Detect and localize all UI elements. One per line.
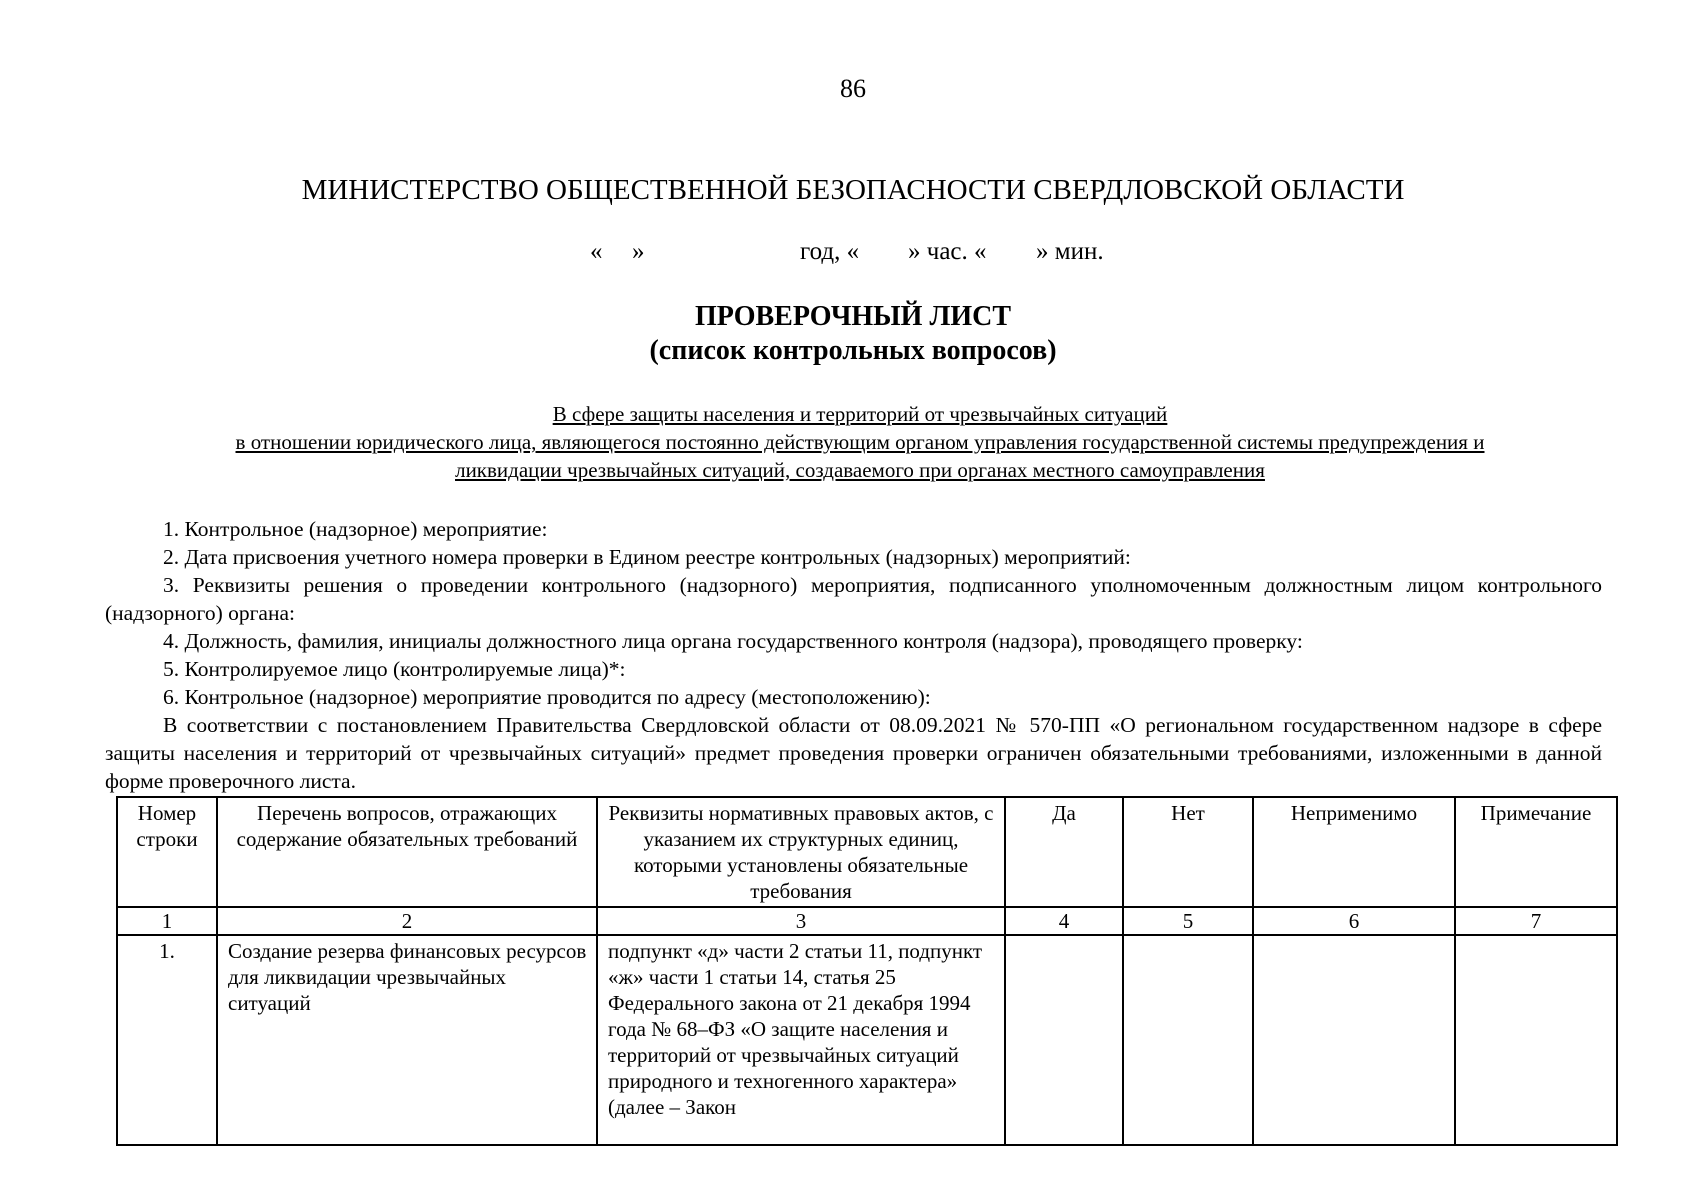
column-number: 3 xyxy=(597,907,1005,935)
column-number: 4 xyxy=(1005,907,1123,935)
table-row xyxy=(117,935,1617,1145)
page-number: 86 xyxy=(840,74,866,103)
column-number: 6 xyxy=(1253,907,1455,935)
row-not-applicable-cell[interactable] xyxy=(1253,935,1455,1145)
checklist-item: 1. Контрольное (надзорное) мероприятие: xyxy=(163,517,548,541)
row-no-cell[interactable] xyxy=(1123,935,1253,1145)
checklist-item: 6. Контрольное (надзорное) мероприятие проводится по адресу (местоположению): xyxy=(163,685,931,709)
header-no: Нет xyxy=(1123,797,1253,907)
scope-line: В сфере защиты населения и территорий от чрезвычайных ситуаций xyxy=(552,402,1168,426)
column-number: 2 xyxy=(217,907,597,935)
row-question: Создание резерва финансовых ресурсов для ликвидации чрезвычайных ситуаций xyxy=(217,935,597,1145)
header-questions: Перечень вопросов, отражающих содержание обязательных требований xyxy=(217,797,597,907)
checklist-table-body xyxy=(116,906,1618,1146)
dateline-year: год, « xyxy=(800,238,860,265)
dateline-day-close: » xyxy=(632,238,645,265)
column-number: 5 xyxy=(1123,907,1253,935)
scope-line: ликвидации чрезвычайных ситуаций, создаваемого при органах местного самоуправления xyxy=(455,458,1265,482)
row-yes-cell[interactable] xyxy=(1005,935,1123,1145)
header-note: Примечание xyxy=(1455,797,1617,907)
checklist-item: 3. Реквизиты решения о проведении контрольного (надзорного) мероприятия, подписанного уполномоченным должностным лицом контрольного (надзорного) органа: xyxy=(105,573,1602,625)
table-header-row xyxy=(117,797,1617,907)
header-not-applicable: Неприменимо xyxy=(1253,797,1455,907)
header-legal-references: Реквизиты нормативных правовых актов, с указанием их структурных единиц, которыми установлены обязательные требования xyxy=(597,797,1005,907)
column-number: 1 xyxy=(117,907,217,935)
header-yes: Да xyxy=(1005,797,1123,907)
header-row-number: Номер строки xyxy=(117,797,217,907)
checklist-item: 2. Дата присвоения учетного номера проверки в Едином реестре контрольных (надзорных) мероприятий: xyxy=(163,545,1131,569)
checklist-item: 5. Контролируемое лицо (контролируемые лица)*: xyxy=(163,657,626,681)
checklist-items xyxy=(105,515,1602,795)
dateline xyxy=(590,238,1150,272)
dateline-hour: » час. « xyxy=(908,238,987,265)
document-title xyxy=(0,300,1706,368)
ministry-heading: МИНИСТЕРСТВО ОБЩЕСТВЕННОЙ БЕЗОПАСНОСТИ СВЕРДЛОВСКОЙ ОБЛАСТИ xyxy=(301,174,1405,206)
checklist-table-header xyxy=(116,796,1618,908)
dateline-minute: » мин. xyxy=(1036,238,1104,265)
row-legal-references: подпункт «д» части 2 статьи 11, подпункт «ж» части 1 статьи 14, статья 25 Федерального закона от 21 декабря 1994 года № 68–ФЗ «О защите населения и территорий от чрезвычайных ситуаций природного и техногенного характера» (далее – Закон xyxy=(597,935,1005,1145)
checklist-item: 4. Должность, фамилия, инициалы должностного лица органа государственного контроля (надзора), проводящего проверку: xyxy=(163,629,1303,653)
column-number-row xyxy=(117,907,1617,935)
row-note-cell[interactable] xyxy=(1455,935,1617,1145)
title-main: ПРОВЕРОЧНЫЙ ЛИСТ xyxy=(694,301,1011,332)
scope-line: в отношении юридического лица, являющегося постоянно действующим органом управления государственной системы предупреждения и xyxy=(235,430,1485,454)
title-subtitle: (список контрольных вопросов) xyxy=(649,335,1057,366)
scope-description xyxy=(118,400,1602,484)
row-number: 1. xyxy=(117,935,217,1145)
legal-basis-paragraph: В соответствии с постановлением Правительства Свердловской области от 08.09.2021 № 570-ПП «О региональном государственном надзоре в сфере защиты населения и территорий от чрезвычайных ситуаций» предмет проведения проверки ограничен обязательными требованиями, изложенными в данной форме проверочного листа. xyxy=(105,713,1602,793)
dateline-day-open: « xyxy=(590,238,603,265)
column-number: 7 xyxy=(1455,907,1617,935)
